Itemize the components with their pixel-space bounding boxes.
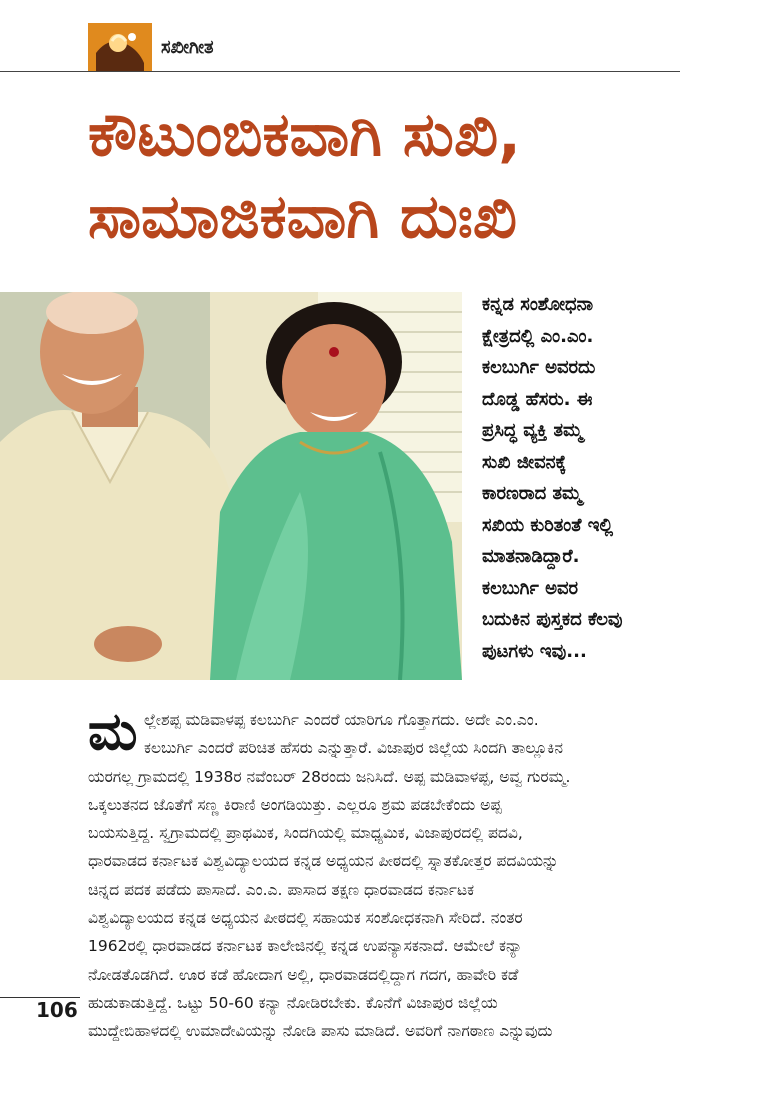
intro-line: ಸಖಿಯ ಕುರಿತಂತೆ ಇಲ್ಲಿ bbox=[482, 514, 614, 536]
body-line: ಯರಗಲ್ಲ ಗ್ರಾಮದಲ್ಲಿ 1938ರ ನವೆಂಬರ್ 28ರಂದು ಜನಿಸಿದೆ. ಅಪ್ಪ ಮಡಿವಾಳಪ್ಪ, ಅವ್ವ ಗುರಮ್ಮ. bbox=[88, 767, 571, 786]
body-line: ಚಿನ್ನದ ಪದಕ ಪಡೆದು ಪಾಸಾದೆ. ಎಂ.ಎ. ಪಾಸಾದ ತಕ್ಷಣ ಧಾರವಾಡದ ಕರ್ನಾಟಕ bbox=[88, 880, 475, 899]
intro-line: ಕ್ಷೇತ್ರದಲ್ಲಿ ಎಂ.ಎಂ. bbox=[482, 325, 594, 347]
intro-line: ದೊಡ್ಡ ಹೆಸರು. ಈ bbox=[482, 388, 593, 410]
title-line-2: ಸಾಮಾಜಿಕವಾಗಿ ದುಃಖಿ bbox=[88, 182, 518, 252]
article-title bbox=[88, 94, 748, 258]
intro-line: ಕನ್ನಡ ಸಂಶೋಧನಾ bbox=[482, 294, 594, 315]
body-line: ಧಾರವಾಡದ ಕರ್ನಾಟಕ ವಿಶ್ವವಿದ್ಯಾಲಯದ ಕನ್ನಡ ಅಧ್ಯಯನ ಪೀಠದಲ್ಲಿ ಸ್ನಾತಕೋತ್ತರ ಪದವಿಯನ್ನು bbox=[88, 852, 559, 871]
body-line: ಒಕ್ಕಲುತನದ ಜೊತೆಗೆ ಸಣ್ಣ ಕಿರಾಣಿ ಅಂಗಡಿಯಿತ್ತು. ಎಲ್ಲರೂ ಶ್ರಮ ಪಡಬೇಕೆಂದು ಅಪ್ಪ bbox=[88, 795, 502, 814]
intro-line: ಪುಟಗಳು ಇವು... bbox=[482, 640, 587, 662]
body-line: 1962ರಲ್ಲಿ ಧಾರವಾಡದ ಕರ್ನಾಟಕ ಕಾಲೇಜಿನಲ್ಲಿ ಕನ್ನಡ ಉಪನ್ಯಾಸಕನಾದೆ. ಆಮೇಲೆ ಕನ್ಯಾ bbox=[88, 937, 523, 956]
intro-line: ಮಾತನಾಡಿದ್ದಾರೆ. bbox=[482, 546, 580, 567]
header-divider bbox=[0, 71, 680, 72]
body-line: ಕಲಬುರ್ಗಿ ಎಂದರೆ ಪರಿಚಿತ ಹೆಸರು ಎನ್ನುತ್ತಾರೆ. ವಿಜಾಪುರ ಜಿಲ್ಲೆಯ ಸಿಂದಗಿ ತಾಲ್ಲೂಕಿನ bbox=[144, 739, 563, 758]
body-line: ಬಯಸುತ್ತಿದ್ದ. ಸ್ವಗ್ರಾಮದಲ್ಲಿ ಪ್ರಾಥಮಿಕ, ಸಿಂದಗಿಯಲ್ಲಿ ಮಾಧ್ಯಮಿಕ, ವಿಜಾಪುರದಲ್ಲಿ ಪದವಿ, bbox=[88, 824, 523, 843]
body-line: ಮುದ್ದೇಬಿಹಾಳದಲ್ಲಿ ಉಮಾದೇವಿಯನ್ನು ನೋಡಿ ಪಾಸು ಮಾಡಿದೆ. ಅವರಿಗೆ ನಾಗಠಾಣ ಎನ್ನುವುದು bbox=[88, 1022, 553, 1041]
body-line: ವಿಶ್ವವಿದ್ಯಾಲಯದ ಕನ್ನಡ ಅಧ್ಯಯನ ಪೀಠದಲ್ಲಿ ಸಹಾಯಕ ಸಂಶೋಧಕನಾಗಿ ಸೇರಿದೆ. ನಂತರ bbox=[88, 909, 523, 928]
drop-cap: ಮ bbox=[88, 702, 138, 762]
page-number: 106 bbox=[36, 998, 78, 1022]
magazine-logo-icon bbox=[88, 23, 152, 71]
intro-line: ಪ್ರಸಿದ್ಧ ವ್ಯಕ್ತಿ ತಮ್ಮ bbox=[482, 420, 583, 441]
section-label: ಸಖೀಗೀತ bbox=[161, 37, 214, 58]
intro-line: ಕಲಬುರ್ಗಿ ಅವರದು bbox=[482, 357, 596, 378]
article-body bbox=[88, 702, 683, 1046]
body-line: ಹುಡುಕಾಡುತ್ತಿದ್ದೆ. ಒಟ್ಟು 50-60 ಕನ್ಯಾ ನೋಡಿರಬೇಕು. ಕೊನೆಗೆ ವಿಜಾಪುರ ಜಿಲ್ಲೆಯ bbox=[88, 993, 498, 1012]
intro-line: ಕಾರಣರಾದ ತಮ್ಮ bbox=[482, 483, 582, 504]
title-line-1: ಕೌಟುಂಬಿಕವಾಗಿ ಸುಖಿ, bbox=[88, 100, 521, 170]
body-line: ನೋಡತೊಡಗಿದೆ. ಊರ ಕಡೆ ಹೋದಾಗ ಅಲ್ಲಿ, ಧಾರವಾಡದಲ್ಲಿದ್ದಾಗ ಗದಗ, ಹಾವೇರಿ ಕಡೆ bbox=[88, 965, 519, 984]
couple-photo bbox=[0, 292, 462, 680]
intro-line: ಸುಖಿ ಜೀವನಕ್ಕೆ bbox=[482, 451, 567, 473]
intro-line: ಬದುಕಿನ ಪುಸ್ತಕದ ಕೆಲವು bbox=[482, 609, 623, 630]
intro-line: ಕಲಬುರ್ಗಿ ಅವರ bbox=[482, 577, 579, 599]
body-line: ಲ್ಲೇಶಪ್ಪ ಮಡಿವಾಳಪ್ಪ ಕಲಬುರ್ಗಿ ಎಂದರೆ ಯಾರಿಗೂ ಗೊತ್ತಾಗದು. ಅದೇ ಎಂ.ಎಂ. bbox=[144, 711, 539, 729]
article-intro bbox=[482, 289, 682, 667]
